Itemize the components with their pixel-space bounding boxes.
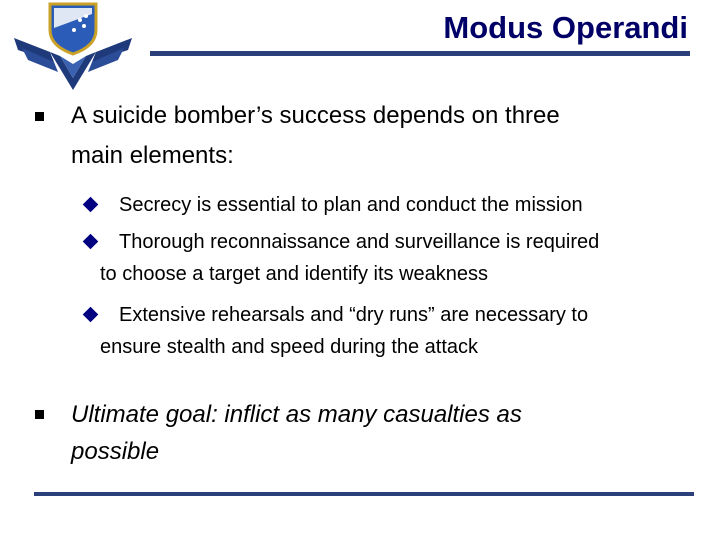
sub-bullet-text bbox=[100, 226, 599, 290]
bullet-line: Ultimate goal: inflict as many casualties as bbox=[71, 401, 522, 428]
diamond-bullet-icon bbox=[83, 197, 99, 213]
bullet-text bbox=[71, 396, 522, 470]
title-divider bbox=[150, 51, 690, 56]
air-force-emblem-icon bbox=[10, 0, 136, 92]
bullet-square-icon bbox=[35, 112, 44, 121]
slide-title: Modus Operandi bbox=[443, 10, 688, 45]
footer-divider bbox=[34, 492, 694, 496]
bullet-text bbox=[71, 96, 560, 176]
bullet-line: possible bbox=[71, 438, 160, 465]
bullet-line: main elements: bbox=[71, 142, 234, 169]
sub-bullet-line: Extensive rehearsals and “dry runs” are necessary to bbox=[119, 304, 589, 326]
sub-bullet-line: Thorough reconnaissance and surveillance is required bbox=[119, 231, 600, 253]
sub-bullet-text bbox=[100, 189, 583, 221]
bullet-square-icon bbox=[35, 410, 44, 419]
sub-bullet-line: to choose a target and identify its weakness bbox=[100, 263, 489, 285]
diamond-bullet-icon bbox=[83, 307, 99, 323]
sub-bullet-text bbox=[100, 299, 588, 363]
sub-bullet-line: ensure stealth and speed during the attack bbox=[100, 336, 479, 358]
bullet-line: A suicide bomber’s success depends on three bbox=[71, 102, 560, 129]
diamond-bullet-icon bbox=[83, 234, 99, 250]
sub-bullet-line: Secrecy is essential to plan and conduct the mission bbox=[119, 194, 583, 216]
